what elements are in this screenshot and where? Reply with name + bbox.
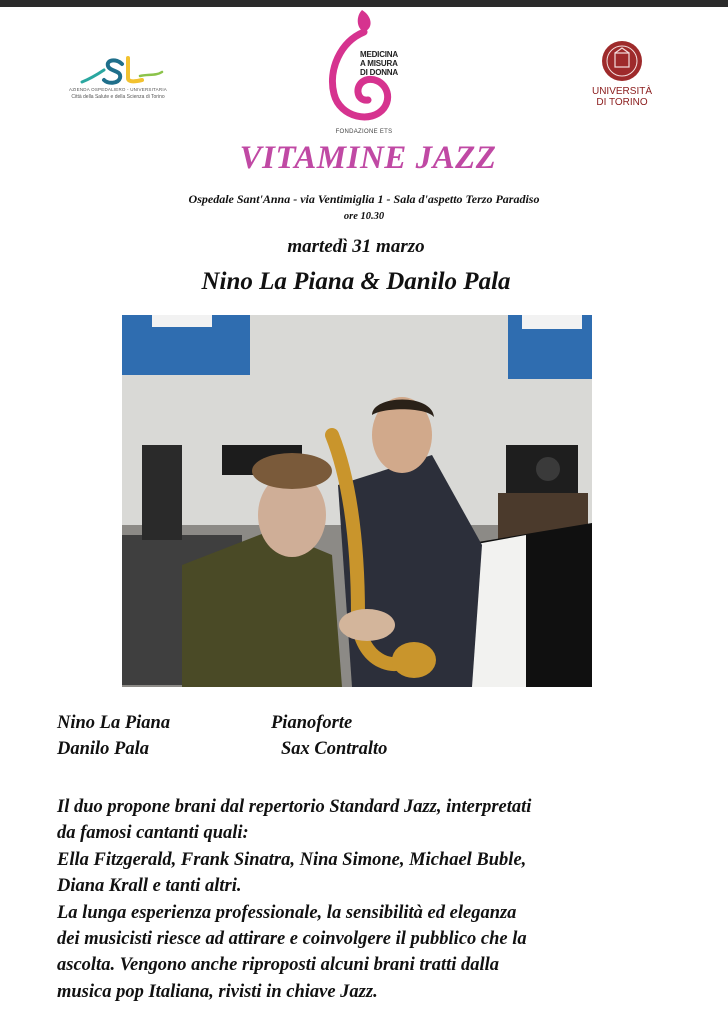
hospital-logo-line1: AZIENDA OSPEDALIERO - UNIVERSITARIA (69, 87, 167, 92)
event-date: martedì 31 marzo (287, 236, 425, 257)
event-description (57, 794, 697, 1005)
description-line: musica pop Italiana, rivisti in chiave Jazz. (57, 981, 378, 1002)
description-line: ascolta. Vengono anche riproposti alcuni brani tratti dalla (57, 955, 500, 976)
performer-instrument: Sax Contralto (281, 739, 388, 759)
description-line: La lunga esperienza professionale, la sensibilità ed eleganza (57, 902, 517, 923)
medicina-logo-line: A MISURA (360, 59, 398, 68)
performer-name: Danilo Pala (57, 739, 149, 759)
sl-logo-icon (62, 52, 174, 88)
description-line: dei musicisti riesce ad attirare e coinvolgere il pubblico che la (57, 929, 527, 950)
university-name-line2: DI TORINO (596, 97, 648, 108)
performer-name: Nino La Piana (57, 713, 171, 733)
musicians-photo (122, 315, 592, 687)
university-seal-icon (590, 40, 654, 84)
university-name-line1: UNIVERSITÀ (591, 86, 652, 97)
description-line: Il duo propone brani dal repertorio Standard Jazz, interpretati (57, 797, 532, 817)
performer-instrument: Pianoforte (271, 713, 353, 733)
event-venue: Ospedale Sant'Anna - via Ventimiglia 1 - Sala d'aspetto Terzo Paradiso (188, 192, 540, 206)
description-line: da famosi cantanti quali: (57, 823, 249, 844)
description-line: Ella Fitzgerald, Frank Sinatra, Nina Simone, Michael Buble, (57, 849, 527, 870)
performers-list (57, 713, 657, 765)
medicina-logo-line: DI DONNA (360, 68, 398, 77)
performer-row (57, 739, 657, 765)
event-title: VITAMINE JAZZ (239, 140, 497, 176)
hospital-logo-line2: Città della Salute e della Scienza di Torino (71, 94, 165, 100)
foundation-subtitle: FONDAZIONE ETS (335, 129, 393, 135)
event-artists: Nino La Piana & Danilo Pala (201, 268, 511, 295)
top-bar (0, 0, 728, 7)
medicina-logo-text (360, 50, 410, 77)
university-logo (590, 40, 654, 110)
event-time: ore 10.30 (343, 211, 385, 222)
performer-row (57, 713, 657, 739)
hospital-logo (62, 52, 174, 104)
foundation-logo (318, 8, 410, 140)
description-line: Diana Krall e tanti altri. (57, 876, 242, 897)
medicina-logo-line: MEDICINA (360, 50, 398, 59)
